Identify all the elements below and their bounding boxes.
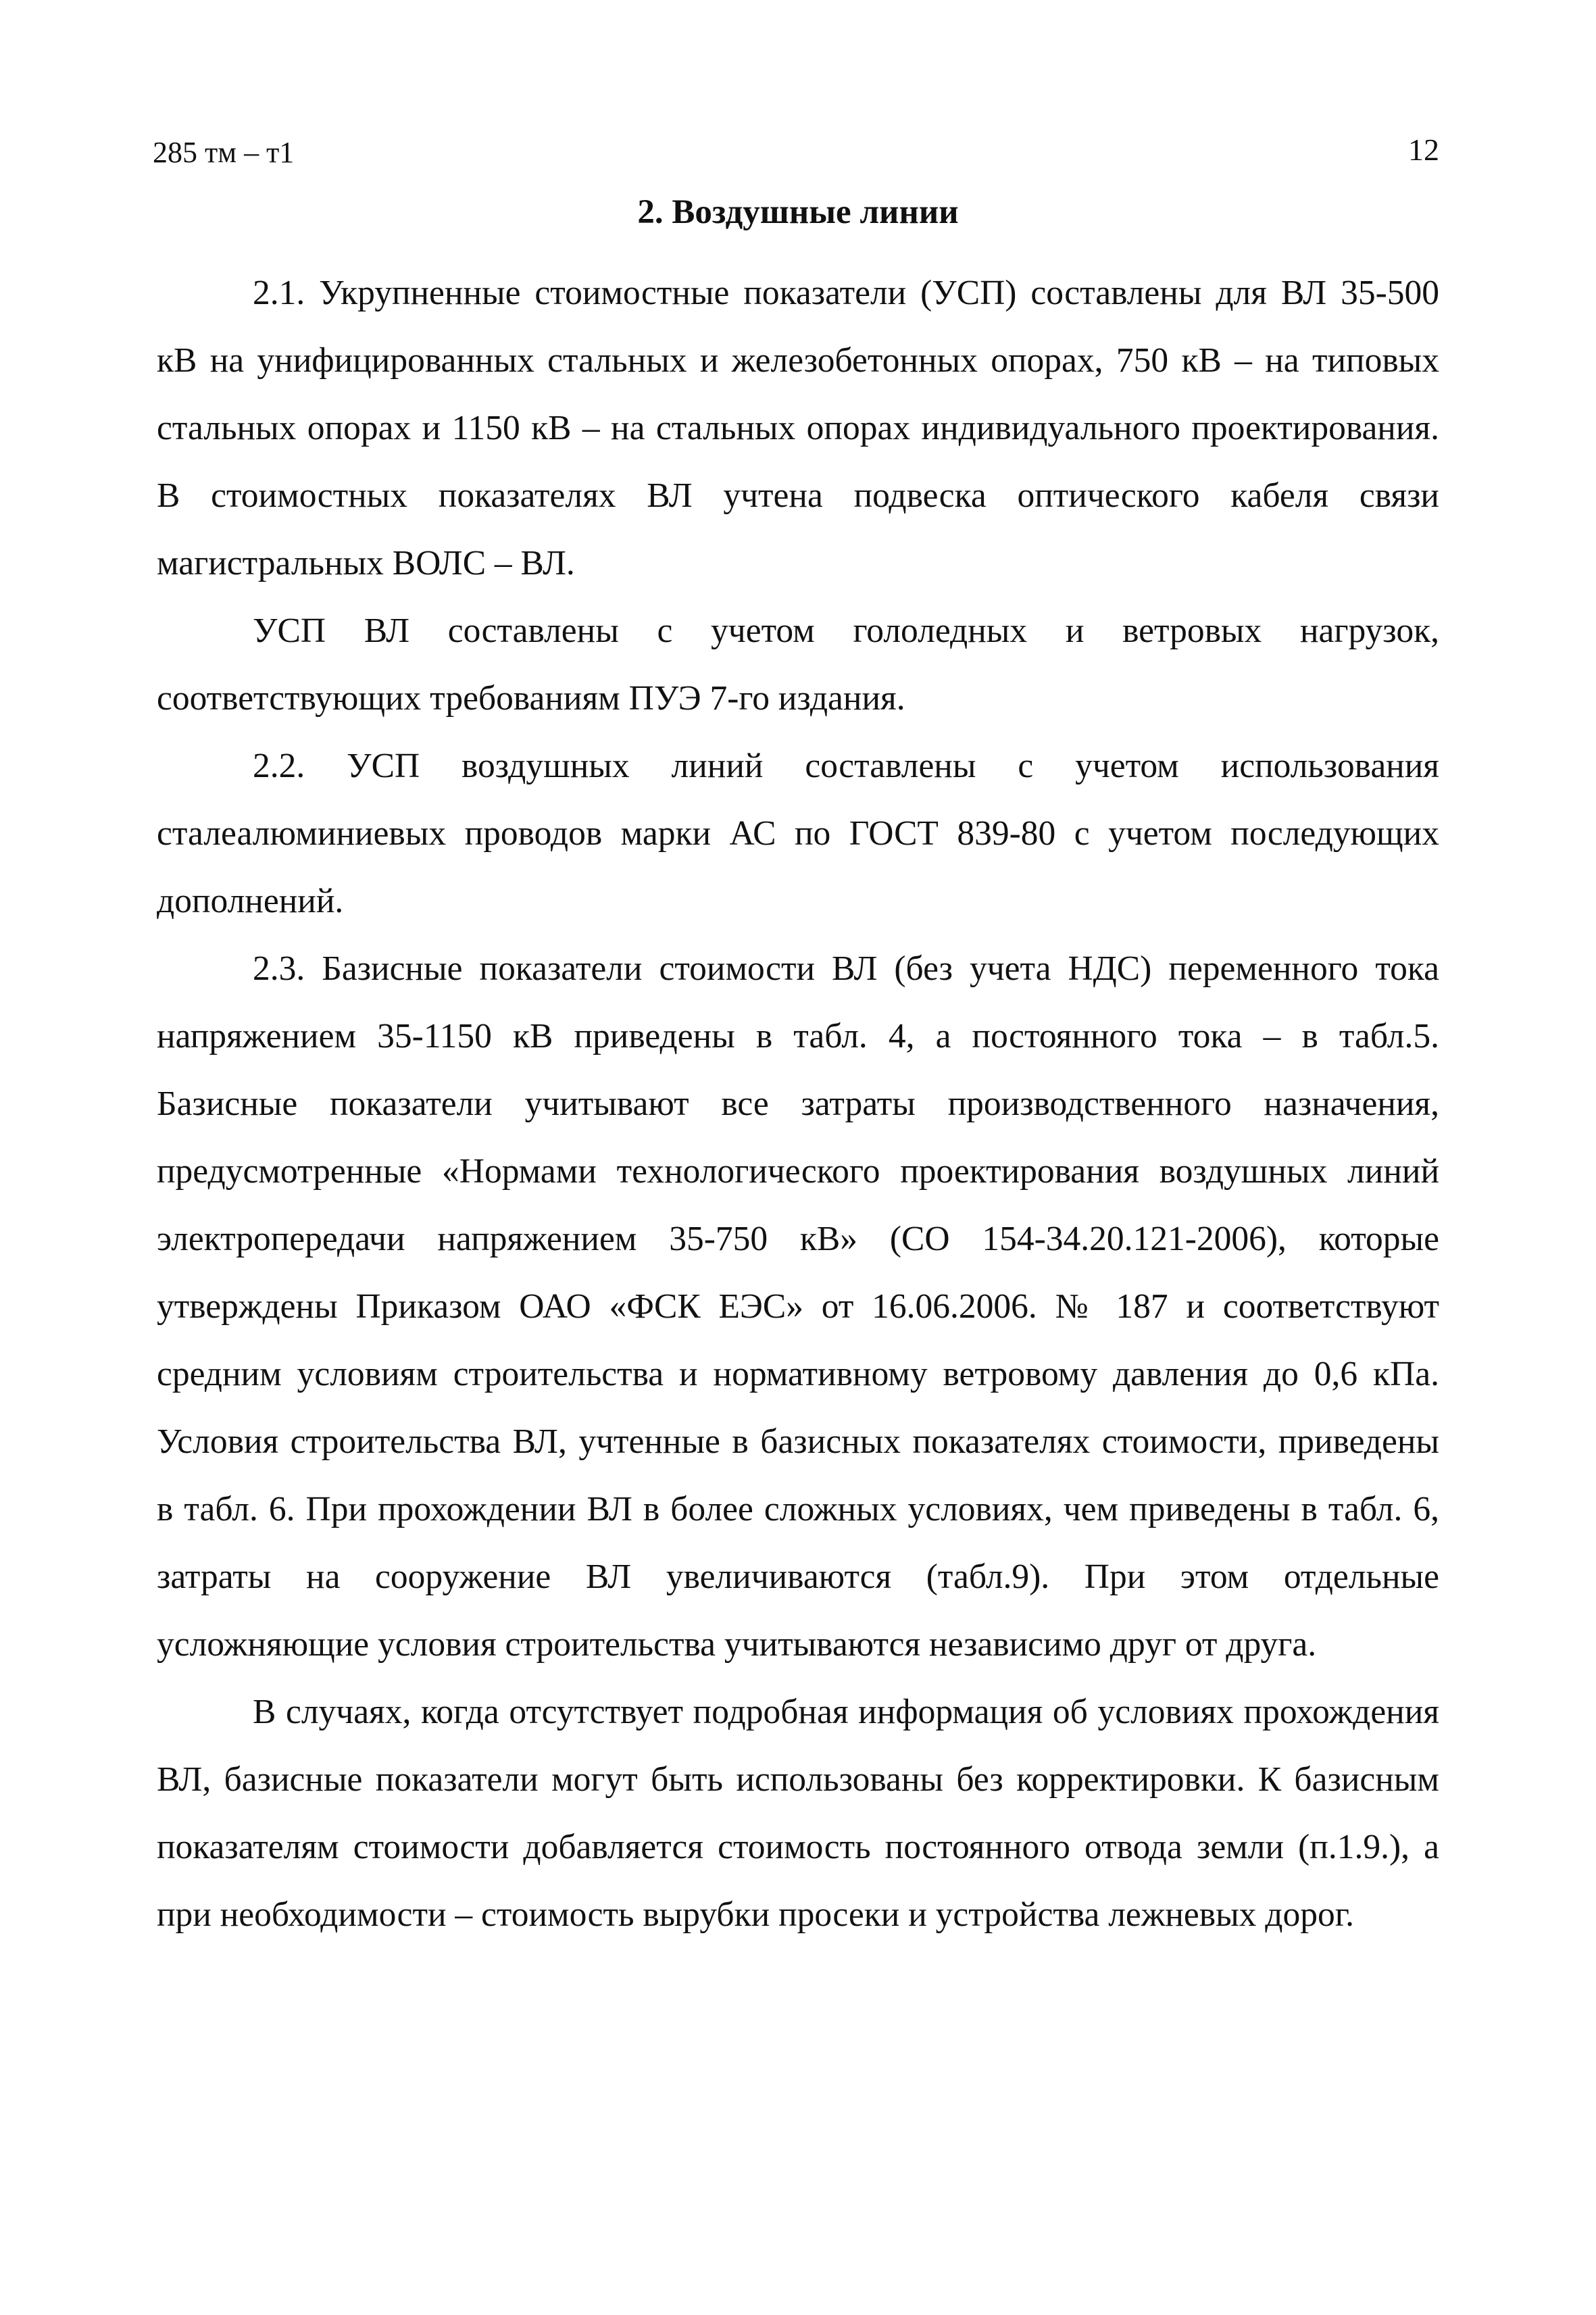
paragraph-cases: В случаях, когда отсутствует подробная информация об условиях прохождения ВЛ, базисные показатели могут быть использованы без корректировки. К базисным показателям стоимости добавляется стоимость постоянного отвода земли (п.1.9.), а при необходимости – стоимость вырубки просеки и устройства лежневых дорог. xyxy=(157,1693,1439,1934)
paragraph-usp-loads: УСП ВЛ составлены с учетом гололедных и ветровых нагрузок, соответствующих требованиям ПУЭ 7-го издания. xyxy=(157,612,1439,718)
section-title: 2. Воздушные линии xyxy=(637,193,959,231)
paragraph-2-3: 2.3. Базисные показатели стоимости ВЛ (без учета НДС) переменного тока напряжением 35-1150 кВ приведены в табл. 4, а постоянного тока – в табл.5. Базисные показатели учитывают все затраты производственного назначения, предусмотренные «Нормами технологического проектирования воздушных линий электропередачи напряжением 35-750 кВ» (СО 154-34.20.121-2006), которые утверждены Приказом ОАО «ФСК ЕЭС» от 16.06.2006. № 187 и соответствуют средним условиям строительства и нормативному ветровому давления до 0,6 кПа. Условия строительства ВЛ, учтенные в базисных показателях стоимости, приведены в табл. 6. При прохождении ВЛ в более сложных условиях, чем приведены в табл. 6, затраты на сооружение ВЛ увеличиваются (табл.9). При этом отдельные усложняющие условия строительства учитываются независимо друг от друга. xyxy=(157,949,1439,1664)
page-number: 12 xyxy=(1408,132,1439,167)
body-text xyxy=(157,259,1439,1949)
document-code: 285 тм – т1 xyxy=(153,136,295,169)
paragraph-2-2: 2.2. УСП воздушных линий составлены с учетом использования сталеалюминиевых проводов марки АС по ГОСТ 839-80 с учетом последующих дополнений. xyxy=(157,747,1439,920)
paragraph-2-1: 2.1. Укрупненные стоимостные показатели (УСП) составлены для ВЛ 35-500 кВ на унифицированных стальных и железобетонных опорах, 750 кВ – на типовых стальных опорах и 1150 кВ – на стальных опорах индивидуального проектирования. В стоимостных показателях ВЛ учтена подвеска оптического кабеля связи магистральных ВОЛС – ВЛ. xyxy=(157,274,1439,582)
